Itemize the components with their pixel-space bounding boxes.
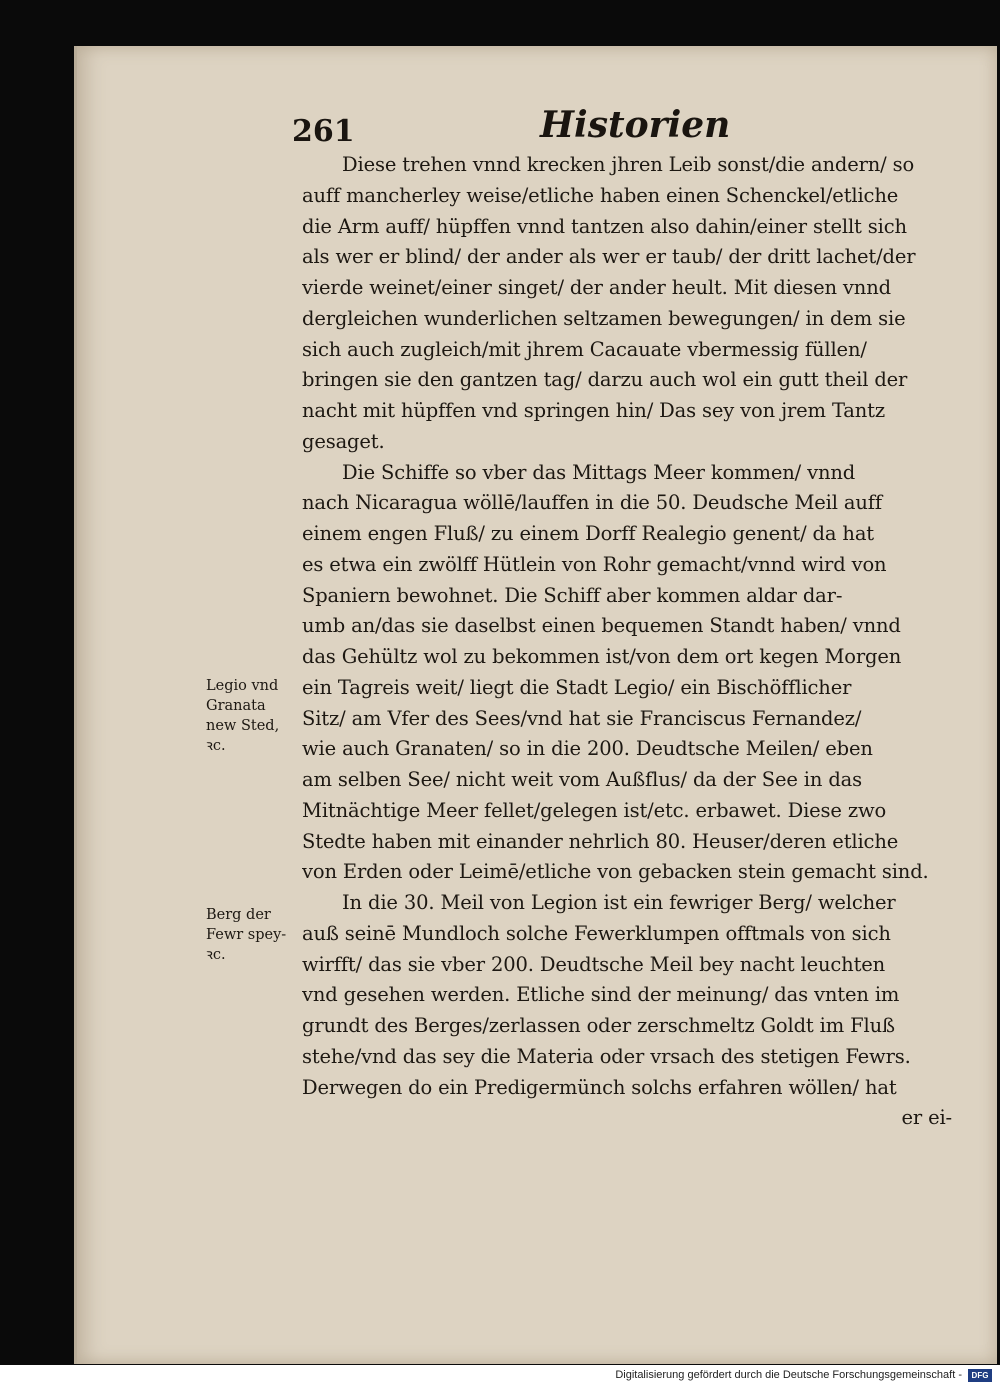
margin-note-line: Granata bbox=[206, 698, 266, 714]
margin-note-berg bbox=[206, 905, 302, 965]
margin-note-line: Berg der bbox=[206, 907, 271, 923]
text-line: Mitnächtige Meer fellet/gelegen ist/etc. erbawet. Diese zwo bbox=[302, 798, 887, 822]
text-line: bringen sie den gantzen tag/ darzu auch wol ein gutt theil der bbox=[302, 368, 908, 392]
text-line: am selben See/ nicht weit vom Außflus/ da der See in das bbox=[302, 768, 862, 791]
text-line: auff mancherley weise/etliche haben einen Schenckel/etliche bbox=[302, 183, 899, 207]
text-line: dergleichen wunderlichen seltzamen bewegungen/ in dem sie bbox=[302, 306, 906, 330]
text-line: grundt des Berges/zerlassen oder zerschmeltz Goldt im Fluß bbox=[302, 1014, 895, 1037]
margin-note-line: Legio vnd bbox=[206, 678, 279, 694]
text-line: wie auch Granaten/ so in die 200. Deudtsche Meilen/ eben bbox=[302, 737, 873, 761]
text-line: vierde weinet/einer singet/ der ander heult. Mit diesen vnnd bbox=[302, 276, 891, 299]
footer-bar bbox=[0, 1365, 1000, 1387]
text-line: ein Tagreis weit/ liegt die Stadt Legio/ ein Bischöfflicher bbox=[302, 675, 852, 699]
page-header bbox=[292, 100, 812, 150]
text-line: auß seinē Mundloch solche Fewerklumpen offtmals von sich bbox=[302, 921, 891, 945]
text-line: nach Nicaragua wöllē/lauffen in die 50. Deudsche Meil auff bbox=[302, 491, 882, 515]
text-line: die Arm auff/ hüpffen vnnd tantzen also dahin/einer stellt sich bbox=[302, 214, 907, 238]
text-line: Sitz/ am Vfer des Sees/vnd hat sie Franciscus Fernandez/ bbox=[302, 706, 862, 730]
text-line: umb an/das sie daselbst einen bequemen Standt haben/ vnnd bbox=[302, 614, 901, 638]
running-head: Historien bbox=[540, 104, 731, 146]
text-line: einem engen Fluß/ zu einem Dorff Realegio genent/ da hat bbox=[302, 522, 874, 545]
margin-note-line: ꝛc. bbox=[206, 738, 226, 754]
catchword: er ei- bbox=[901, 1106, 952, 1130]
text-line: nacht mit hüpffen vnd springen hin/ Das sey von jrem Tantz bbox=[302, 399, 885, 422]
text-line: von Erden oder Leimē/etliche von gebacken stein gemacht sind. bbox=[302, 860, 929, 884]
margin-note-line: Fewr spey- bbox=[206, 927, 287, 943]
text-line: Spaniern bewohnet. Die Schiff aber kommen aldar dar- bbox=[302, 583, 843, 607]
text-line: gesaget. bbox=[302, 429, 385, 453]
text-line: das Gehültz wol zu bekommen ist/von dem ort kegen Morgen bbox=[302, 645, 902, 668]
text-line: vnd gesehen werden. Etliche sind der meinung/ das vnten im bbox=[302, 983, 900, 1007]
funding-notice: Digitalisierung gefördert durch die Deutsche Forschungsgemeinschaft - bbox=[615, 1369, 962, 1381]
text-line: wirfft/ das sie vber 200. Deudtsche Meil bey nacht leuchten bbox=[302, 952, 886, 976]
text-line: Die Schiffe so vber das Mittags Meer kommen/ vnnd bbox=[342, 460, 856, 484]
text-line: stehe/vnd das sey die Materia oder vrsach des stetigen Fewrs. bbox=[302, 1044, 911, 1068]
margin-note-line: ꝛc. bbox=[206, 947, 226, 963]
body-text bbox=[302, 150, 970, 1134]
text-line: es etwa ein zwölff Hütlein von Rohr gemacht/vnnd wird von bbox=[302, 552, 887, 576]
text-line: als wer er blind/ der ander als wer er taub/ der dritt lachet/der bbox=[302, 245, 916, 269]
text-line: In die 30. Meil von Legion ist ein fewriger Berg/ welcher bbox=[342, 891, 896, 914]
text-line: sich auch zugleich/mit jhrem Cacauate vbermessig füllen/ bbox=[302, 337, 867, 361]
text-line: Stedte haben mit einander nehrlich 80. Heuser/deren etliche bbox=[302, 829, 899, 853]
dfg-logo: DFG bbox=[968, 1369, 992, 1382]
text-line: Diese trehen vnnd krecken jhren Leib sonst/die andern/ so bbox=[342, 153, 915, 176]
margin-note-line: new Sted, bbox=[206, 718, 280, 734]
page-number: 261 bbox=[292, 114, 355, 149]
text-line: Derwegen do ein Predigermünch solchs erfahren wöllen/ hat bbox=[302, 1075, 897, 1099]
margin-note-legio bbox=[206, 676, 302, 756]
